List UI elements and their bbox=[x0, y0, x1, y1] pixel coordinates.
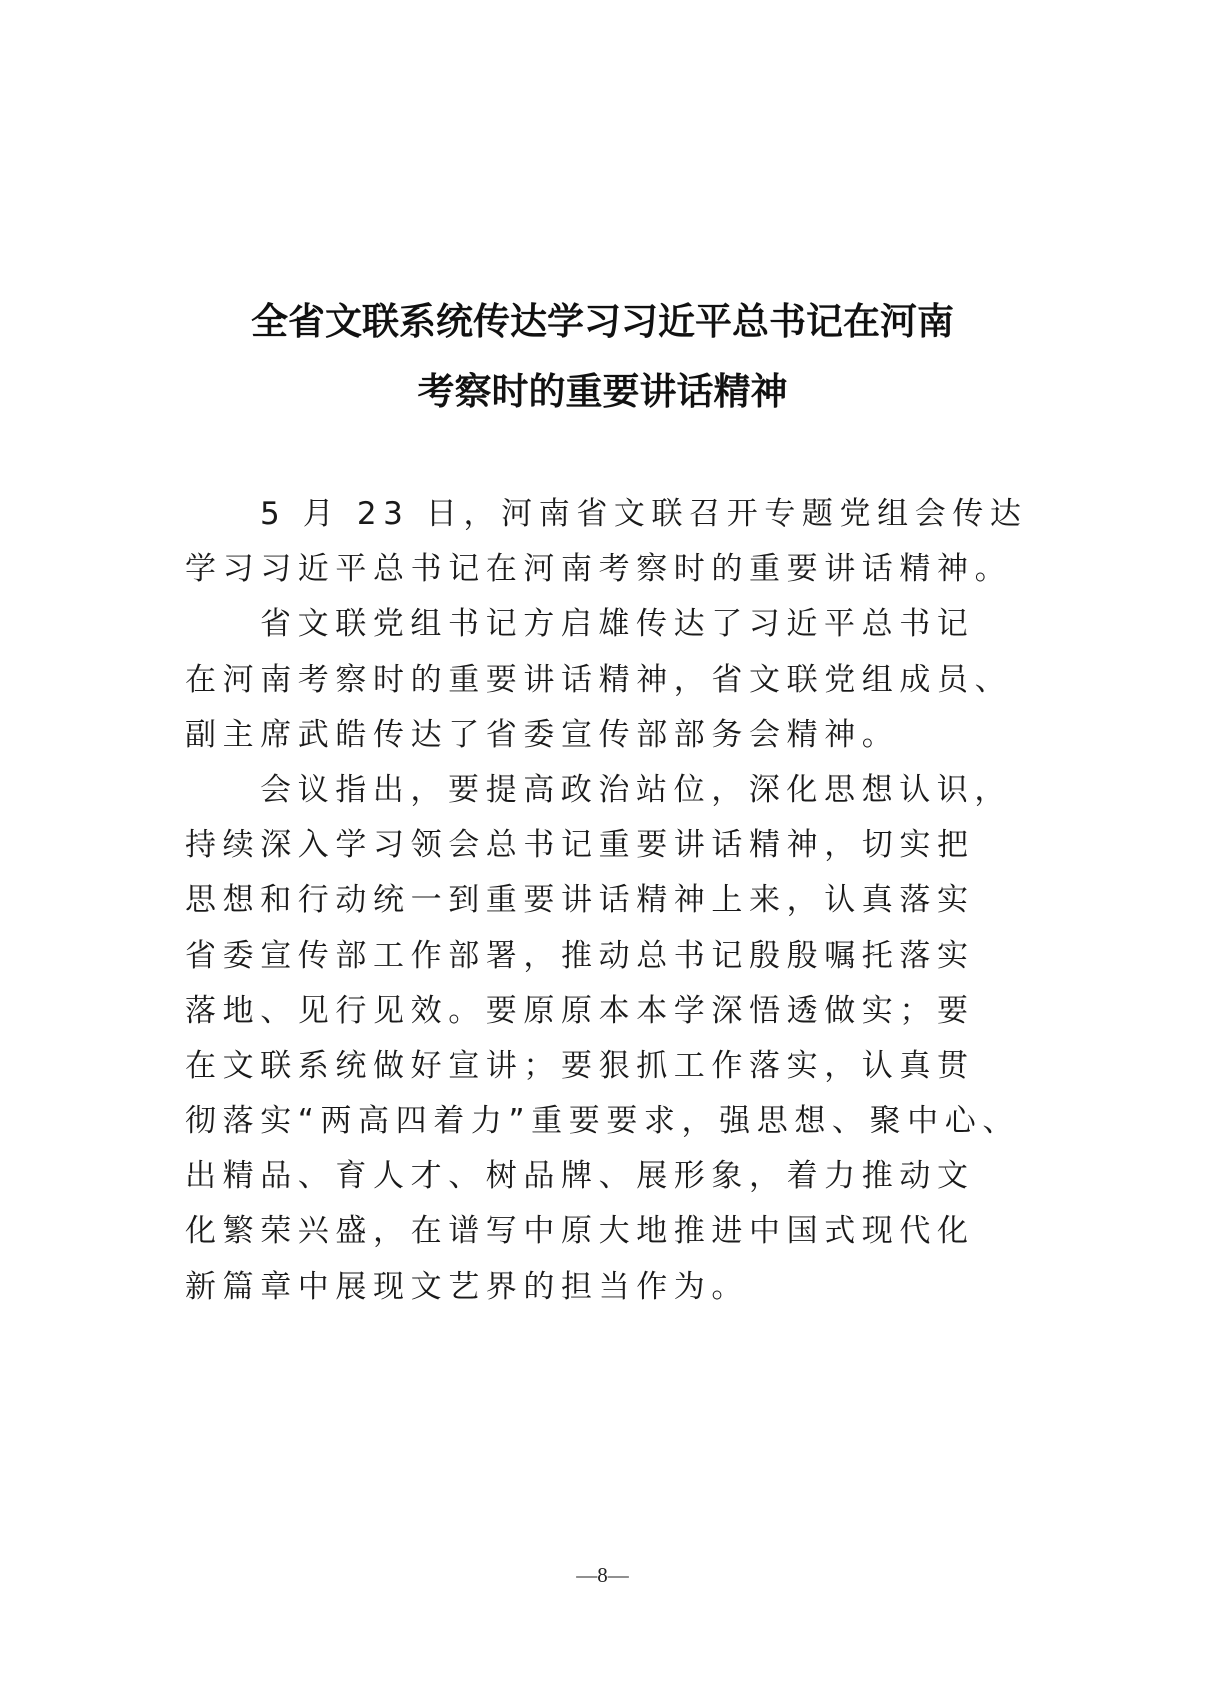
paragraph-3-line-3: 思想和行动统一到重要讲话精神上来，认真落实 bbox=[185, 882, 975, 919]
page-number: —8— bbox=[576, 1563, 629, 1587]
paragraph-3-line-6: 在文联系统做好宣讲；要狠抓工作落实，认真贯 bbox=[185, 1047, 975, 1084]
paragraph-3-line-5: 落地、见行见效。要原原本本学深悟透做实；要 bbox=[185, 992, 975, 1029]
paragraph-3-line-4: 省委宣传部工作部署，推动总书记殷殷嘱托落实 bbox=[185, 937, 975, 974]
paragraph-2-line-1: 省文联党组书记方启雄传达了习近平总书记 bbox=[260, 606, 975, 643]
paragraph-3-line-7: 彻落实“两高四着力”重要要求，强思想、聚中心、 bbox=[185, 1103, 1020, 1140]
document-title bbox=[0, 286, 1205, 426]
paragraph-3-line-2: 持续深入学习领会总书记重要讲话精神，切实把 bbox=[185, 827, 975, 864]
paragraph-3-line-10: 新篇章中展现文艺界的担当作为。 bbox=[185, 1268, 749, 1305]
title-line-1: 全省文联系统传达学习习近平总书记在河南 bbox=[251, 299, 954, 343]
paragraph-1-line-1: 5 月 23 日，河南省文联召开专题党组会传达 bbox=[260, 496, 1028, 532]
paragraph-3-line-8: 出精品、育人才、树品牌、展形象，着力推动文 bbox=[185, 1158, 975, 1195]
paragraph-3-line-9: 化繁荣兴盛，在谱写中原大地推进中国式现代化 bbox=[185, 1213, 975, 1250]
paragraph-2-line-2: 在河南考察时的重要讲话精神，省文联党组成员、 bbox=[185, 661, 1013, 698]
title-line-2: 考察时的重要讲话精神 bbox=[417, 369, 788, 413]
paragraph-3-line-1: 会议指出，要提高政治站位，深化思想认识， bbox=[260, 771, 1012, 808]
article-body bbox=[185, 487, 1028, 1315]
paragraph-1-line-2: 学习习近平总书记在河南考察时的重要讲话精神。 bbox=[185, 551, 1013, 588]
paragraph-2-line-3: 副主席武皓传达了省委宣传部部务会精神。 bbox=[185, 716, 900, 753]
